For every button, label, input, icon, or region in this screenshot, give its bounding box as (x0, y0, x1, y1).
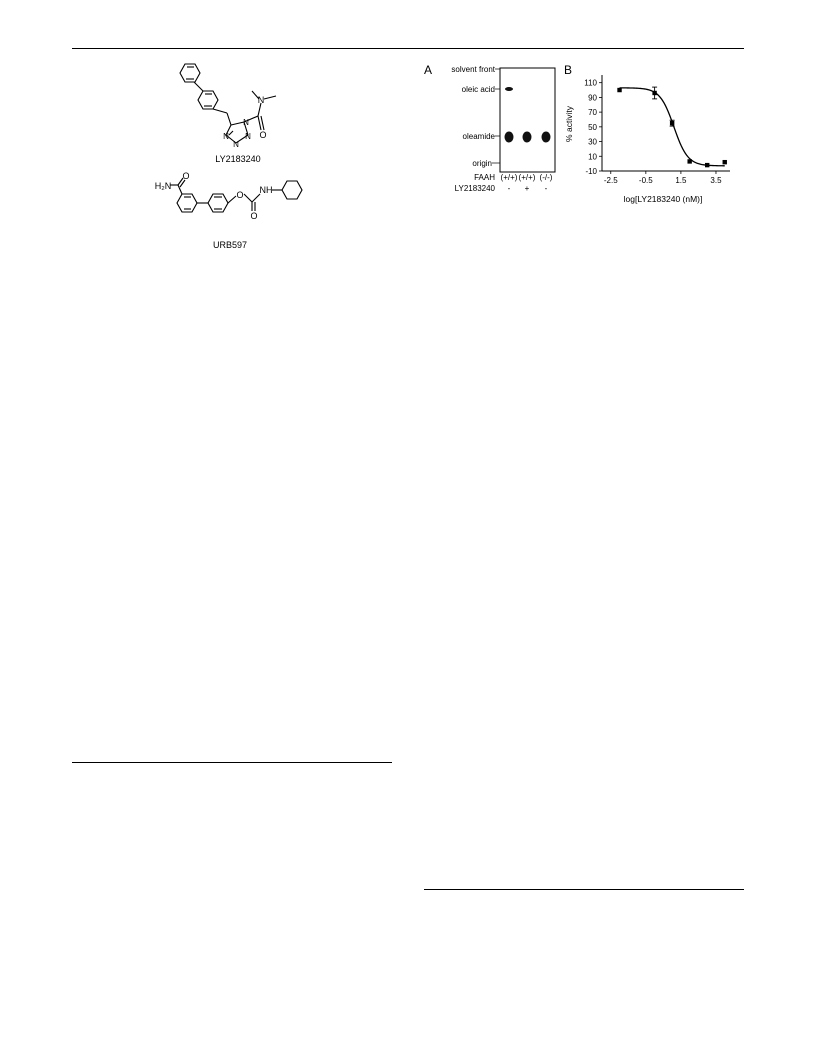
spot-oleamide-lane1 (505, 132, 514, 143)
x-axis-label: log[LY2183240 (nM)] (623, 194, 703, 204)
y-tick-label: 30 (588, 137, 597, 147)
compound-name-ly2183240: LY2183240 (215, 154, 261, 164)
x-tick-label: -2.5 (603, 176, 618, 185)
label-oleic-acid: oleic acid (461, 85, 495, 94)
ly2183240-structure (160, 58, 320, 188)
y-tick-label: 70 (588, 108, 597, 118)
row-label-inhibitor: LY2183240 (454, 184, 495, 193)
atom-o-carbonyl: O (259, 130, 267, 140)
compound-name-urb597: URB597 (212, 240, 248, 250)
atom-amide: H₂N (154, 181, 172, 191)
data-point (723, 160, 727, 164)
data-point (687, 159, 691, 163)
atom-n2: N (243, 118, 249, 127)
header-rule (72, 48, 744, 49)
spot-oleamide-lane2 (523, 132, 532, 143)
y-axis-label: % activity (564, 106, 574, 142)
right-column-rule (424, 889, 744, 890)
label-origin: origin (472, 159, 492, 168)
y-tick-label: 10 (588, 152, 597, 162)
y-tick-label: 90 (588, 93, 597, 103)
dose-response-plot (584, 75, 730, 185)
tlc-plate (500, 68, 555, 172)
x-tick-label: 1.5 (675, 176, 687, 185)
data-point (652, 91, 656, 95)
lane3-faah: (-/-) (539, 173, 553, 182)
y-tick-label: -10 (585, 167, 597, 176)
atom-o-amide: O (182, 172, 190, 181)
left-column-rule (72, 762, 392, 763)
lane1-inhibitor: - (507, 184, 511, 193)
data-point (617, 88, 621, 92)
data-point (670, 121, 674, 125)
atom-n1: N (245, 132, 251, 141)
y-tick-label: 110 (584, 78, 597, 88)
atom-n4: N (233, 140, 239, 149)
lane2-faah: (+/+) (518, 173, 536, 182)
panel-a-label: A (424, 63, 433, 77)
row-label-faah: FAAH (474, 173, 495, 182)
label-solvent-front: solvent front (451, 65, 495, 74)
atom-o-ester: O (236, 190, 244, 200)
spot-oleic-acid-lane1 (505, 87, 513, 91)
lane2-inhibitor: + (524, 184, 530, 193)
atom-nh: NH (259, 185, 273, 195)
lane1-faah: (+/+) (500, 173, 518, 182)
panel-b-label: B (564, 63, 573, 77)
atom-o-carbonyl: O (250, 211, 258, 221)
x-tick-label: 3.5 (710, 176, 722, 185)
lane3-inhibitor: - (544, 184, 548, 193)
fit-curve (620, 88, 725, 166)
data-point (705, 163, 709, 167)
label-oleamide: oleamide (462, 132, 495, 141)
y-tick-label: 50 (588, 122, 597, 132)
atom-n3: N (223, 132, 229, 141)
spot-oleamide-lane3 (542, 132, 551, 143)
x-tick-label: -0.5 (638, 176, 653, 185)
atom-n-methyl: N (257, 95, 265, 105)
figure (420, 58, 760, 208)
urb597-structure (150, 172, 350, 262)
